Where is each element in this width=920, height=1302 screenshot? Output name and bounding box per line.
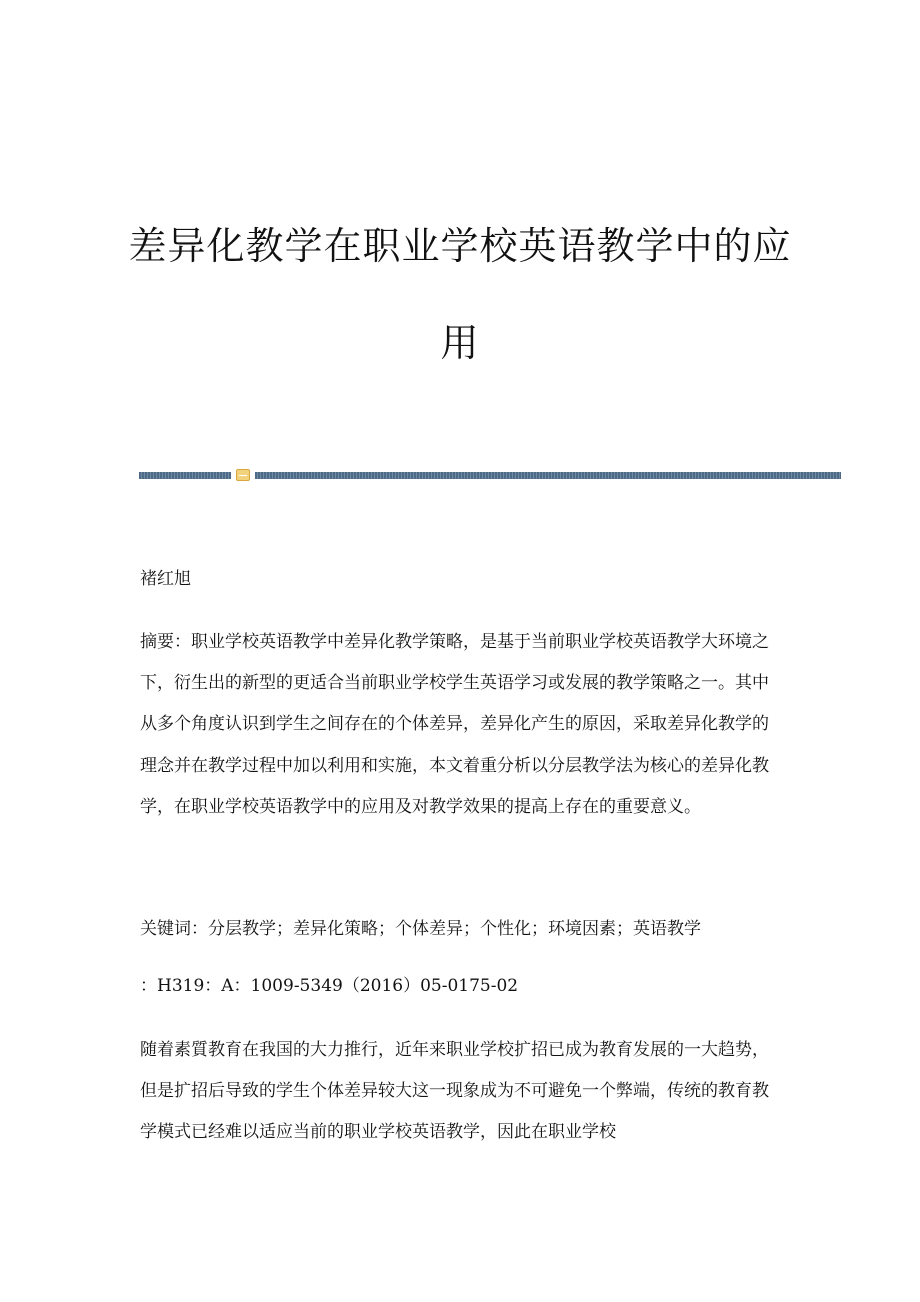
document-title-line-1: 差异化教学在职业学校英语教学中的应 bbox=[128, 224, 792, 268]
divider-ornament-icon bbox=[236, 469, 250, 481]
divider-bar-left bbox=[139, 472, 231, 479]
abstract-paragraph: 摘要：职业学校英语教学中差异化教学策略，是基于当前职业学校英语教学大环境之下，衍生出的新型的更适合当前职业学校学生英语学习或发展的教学策略之一。其中从多个角度认识到学生之间存在的个体差异，差异化产生的原因，采取差异化教学的理念并在教学过程中加以利用和实施，本文着重分析以分层教学法为核心的差异化教学，在职业学校英语教学中的应用及对教学效果的提高上存在的重要意义。 bbox=[140, 632, 769, 817]
classification-line: ：H319：A：1009-5349（2016）05-0175-02 bbox=[140, 976, 519, 996]
title-divider bbox=[139, 469, 841, 481]
document-title-line-2: 用 bbox=[440, 321, 480, 365]
author-name: 褚红旭 bbox=[140, 569, 191, 589]
divider-bar-right bbox=[255, 472, 841, 479]
body-paragraph: 随着素質教育在我国的大力推行，近年来职业学校扩招已成为教育发展的一大趋势，但是扩招后导致的学生个体差异较大这一现象成为不可避免一个弊端，传统的教育教学模式已经难以适应当前的职业学校英语教学，因此在职业学校 bbox=[140, 1040, 769, 1143]
keywords-line: 关键词：分层教学；差异化策略；个体差异；个性化；环境因素；英语教学 bbox=[140, 919, 701, 939]
